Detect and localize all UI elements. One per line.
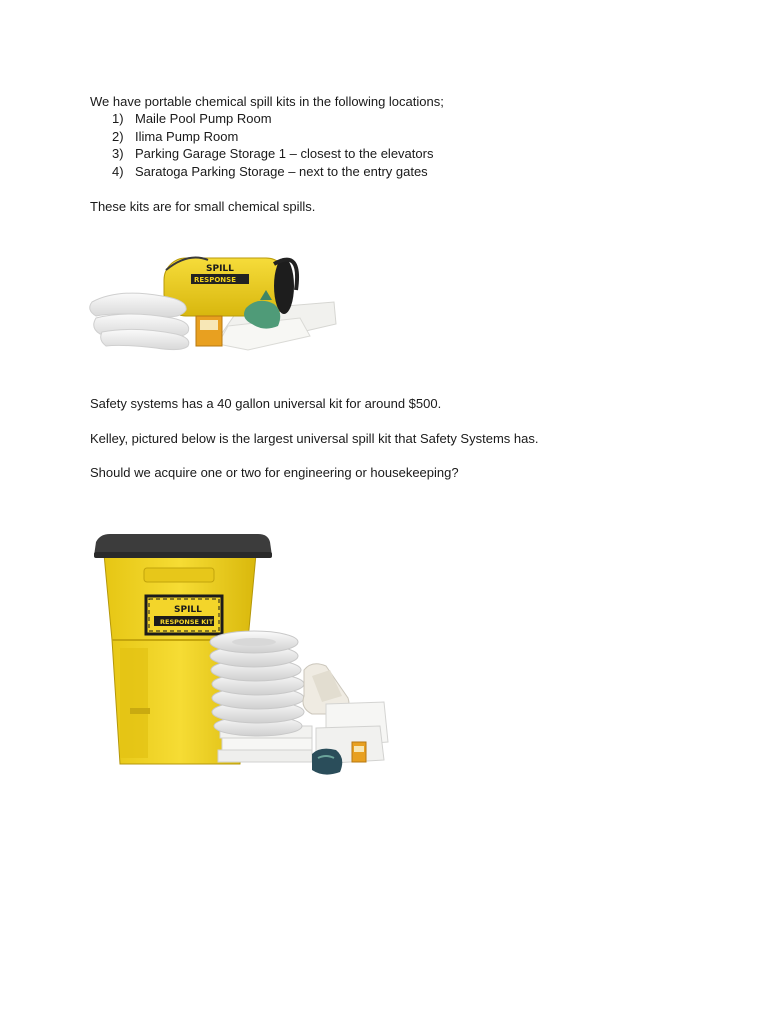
small-spills-paragraph: These kits are for small chemical spills. [90,199,316,214]
list-text: Maile Pool Pump Room [135,111,272,126]
list-item [112,163,433,181]
list-text: Ilima Pump Room [135,128,239,144]
bin-label-top: SPILL [174,605,202,615]
intro-paragraph: We have portable chemical spill kits in the following locations; [90,94,444,109]
list-item [112,145,433,163]
list-text: Parking Garage Storage 1 – closest to the elevators [135,146,434,161]
bag-label-bottom: RESPONSE [194,276,236,284]
price-paragraph: Safety systems has a 40 gallon universal kit for around $500. [90,396,442,411]
absorbent-sock-rings [210,631,304,736]
large-spill-kit-image [90,528,392,788]
list-number: 4) [112,163,124,179]
locations-list [112,110,433,180]
list-number: 1) [112,111,124,126]
question-paragraph: Should we acquire one or two for engineering or housekeeping? [90,465,459,480]
bin-label-bottom: RESPONSE KIT [160,618,214,626]
list-item [112,110,433,128]
list-number: 3) [112,146,124,161]
bin-label [146,596,222,634]
list-item [112,128,433,146]
list-text: Saratoga Parking Storage – next to the entry gates [135,163,428,179]
largest-kit-paragraph: Kelley, pictured below is the largest universal spill kit that Safety Systems has. [90,431,539,446]
bag-label-top: SPILL [206,264,234,274]
list-number: 2) [112,128,124,144]
small-spill-kit-image [88,240,340,366]
